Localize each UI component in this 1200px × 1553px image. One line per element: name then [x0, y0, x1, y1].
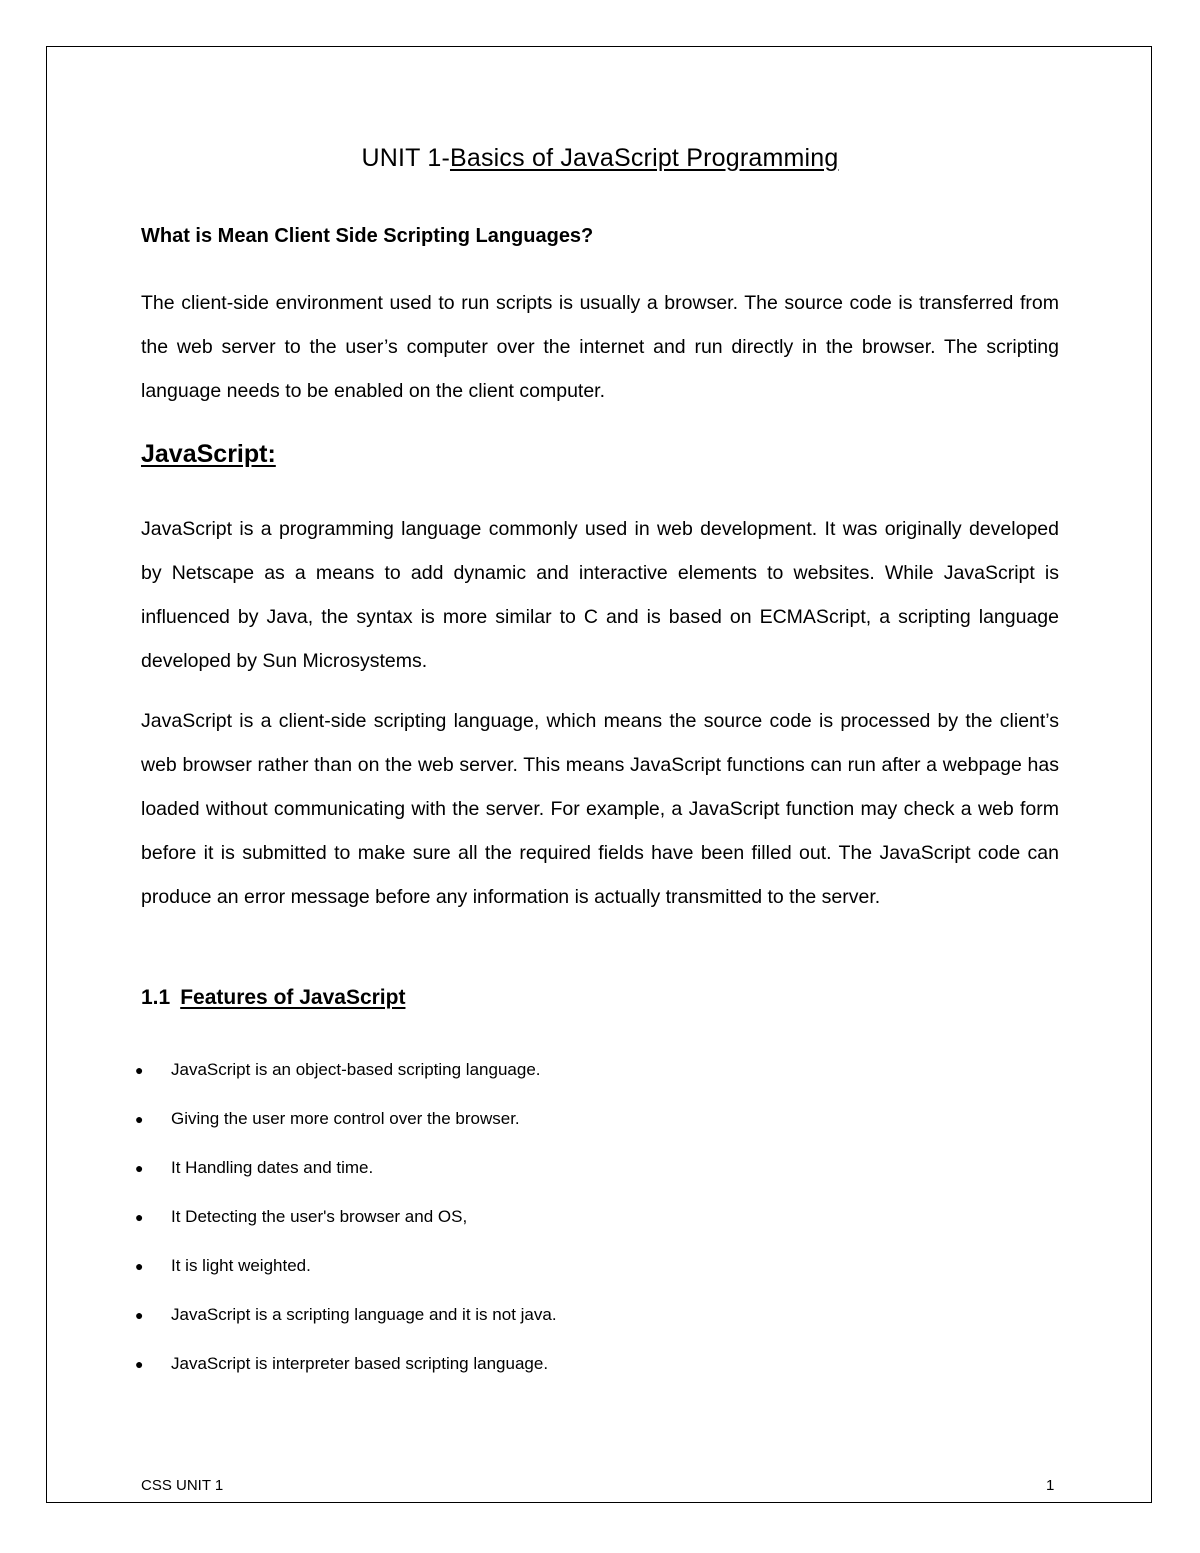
title-main: Basics of JavaScript Programming: [449, 144, 839, 172]
list-item: ● JavaScript is interpreter based scripting language.: [141, 1342, 557, 1391]
bullet-icon: ●: [135, 1356, 144, 1372]
list-item: ● It is light weighted.: [141, 1244, 557, 1293]
paragraph-client-side: The client-side environment used to run scripts is usually a browser. The source code is transferred from the web server to the user’s computer over the internet and run directly in the browser. The scripting language needs to be enabled on the client computer.: [141, 292, 1059, 402]
list-item: ● JavaScript is an object-based scripting language.: [141, 1048, 557, 1097]
list-item: ● It Handling dates and time.: [141, 1146, 557, 1195]
page-number: 1: [1046, 1477, 1055, 1494]
javascript-heading: JavaScript:: [141, 440, 276, 468]
list-item: ● Giving the user more control over the browser.: [141, 1097, 557, 1146]
bullet-icon: ●: [135, 1307, 144, 1323]
list-item: ● JavaScript is a scripting language and it is not java.: [141, 1293, 557, 1342]
page-title: [141, 144, 1059, 173]
bullet-icon: ●: [135, 1160, 144, 1176]
list-item: ● It Detecting the user's browser and OS,: [141, 1195, 557, 1244]
bullet-icon: ●: [135, 1062, 144, 1078]
features-list: [135, 1048, 557, 1391]
bullet-icon: ●: [135, 1209, 144, 1225]
title-prefix: UNIT 1-: [361, 144, 450, 172]
footer-label: CSS UNIT 1: [141, 1477, 224, 1494]
features-heading-number: 1.1: [141, 986, 171, 1009]
question-heading: What is Mean Client Side Scripting Languages?: [141, 225, 594, 247]
paragraph-js-client: JavaScript is a client-side scripting language, which means the source code is processed by the client’s web browser rather than on the web server. This means JavaScript functions can run after a webpage has loaded without communicating with the server. For example, a JavaScript function may check a web form before it is submitted to make sure all the required fields have been filled out. The JavaScript code can produce an error message before any information is actually transmitted to the server.: [141, 710, 1059, 908]
features-heading-label: Features of JavaScript: [180, 986, 406, 1009]
features-heading: [141, 986, 405, 1010]
bullet-icon: ●: [135, 1258, 144, 1274]
bullet-icon: ●: [135, 1111, 144, 1127]
paragraph-js-intro: JavaScript is a programming language commonly used in web development. It was originally developed by Netscape as a means to add dynamic and interactive elements to websites. While JavaScript is influenced by Java, the syntax is more similar to C and is based on ECMAScript, a scripting language developed by Sun Microsystems.: [141, 518, 1059, 672]
